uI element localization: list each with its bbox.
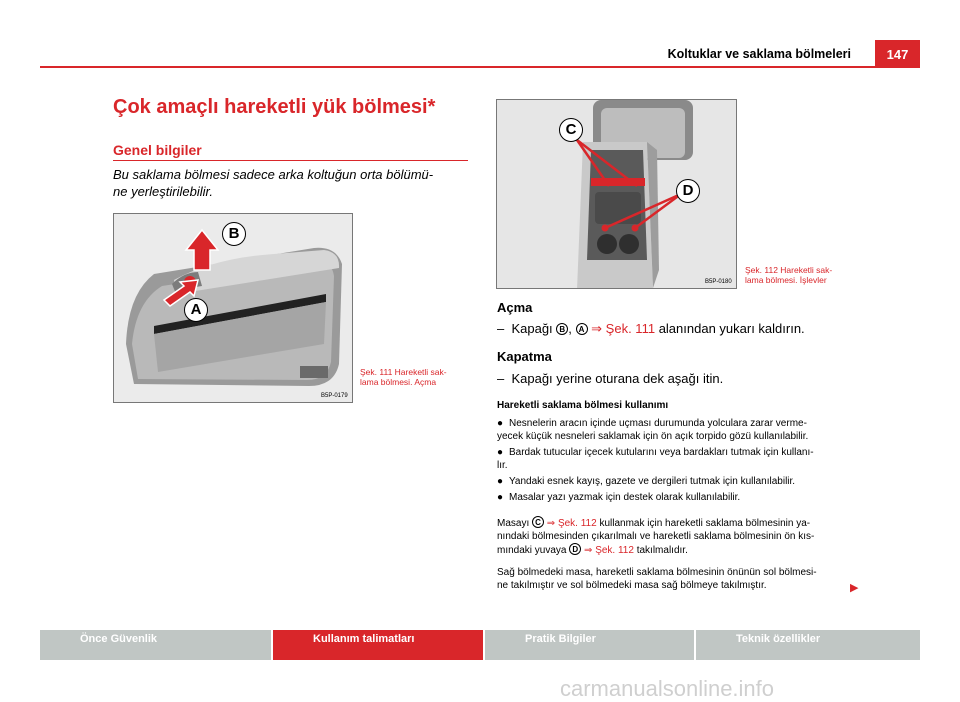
bullet-text: Masalar yazı yazmak için destek olarak kullanılabilir. bbox=[509, 492, 741, 503]
bullet-2 bbox=[497, 446, 849, 472]
kapatma-heading: Kapatma bbox=[497, 349, 552, 364]
tab-kullanim-talimatlari[interactable]: Kullanım talimatları bbox=[273, 630, 483, 660]
para-text: kullanmak için hareketli saklama bölmesinin ya- bbox=[599, 518, 811, 529]
footer-nav bbox=[40, 630, 920, 660]
intro-line-2: ne yerleştirilebilir. bbox=[113, 184, 213, 199]
bullet-text: yecek küçük nesneleri saklamak için ön açık torpido gözü kullanılabilir. bbox=[497, 431, 809, 442]
step-text: Kapağı yerine oturana dek aşağı itin. bbox=[511, 371, 724, 386]
sub-heading: Genel bilgiler bbox=[113, 142, 202, 158]
figure-112 bbox=[496, 99, 737, 289]
main-heading: Çok amaçlı hareketli yük bölmesi* bbox=[113, 96, 436, 118]
step-text: Kapağı bbox=[511, 321, 553, 336]
page-number: 147 bbox=[875, 40, 920, 67]
continue-arrow-icon: ▶ bbox=[850, 582, 859, 594]
para-text: mındaki yuvaya bbox=[497, 545, 567, 556]
callout-d: D bbox=[676, 179, 700, 203]
para-text: Sağ bölmedeki masa, hareketli saklama bölmesinin önünün sol bölmesi- bbox=[497, 567, 817, 578]
acma-heading: Açma bbox=[497, 300, 533, 315]
xref-fig-112[interactable]: ⇒ Şek. 112 bbox=[546, 518, 597, 529]
watermark: carmanualsonline.info bbox=[560, 676, 775, 701]
figure-111 bbox=[113, 213, 353, 403]
ref-b-icon: B bbox=[556, 323, 568, 335]
dash: – bbox=[497, 371, 505, 386]
bullet-text: Bardak tutucular içecek kutularını veya bardakları tutmak için kullanı- bbox=[509, 447, 814, 458]
sub-heading-rule bbox=[113, 160, 468, 161]
figure-112-caption bbox=[745, 265, 857, 285]
running-title: Koltuklar ve saklama bölmeleri bbox=[667, 47, 851, 61]
figure-111-caption bbox=[360, 367, 470, 387]
bullet-text: Yandaki esnek kayış, gazete ve dergileri tutmak için kullanılabilir. bbox=[509, 476, 796, 487]
bullet-text: lır. bbox=[497, 460, 508, 471]
armrest-open-illustration bbox=[497, 100, 737, 289]
bullet-3 bbox=[497, 475, 849, 488]
bullet-text: Nesnelerin aracın içinde uçması durumunda yolculara zarar verme- bbox=[509, 418, 807, 429]
para-text: takılmalıdır. bbox=[636, 545, 688, 556]
comma: , bbox=[568, 321, 572, 336]
usage-heading: Hareketli saklama bölmesi kullanımı bbox=[497, 400, 669, 411]
ref-c-icon: C bbox=[532, 516, 544, 528]
bullet-icon: ● bbox=[497, 447, 504, 458]
tab-teknik-ozellikler[interactable]: Teknik özellikler bbox=[696, 630, 920, 660]
tab-pratik-bilgiler[interactable]: Pratik Bilgiler bbox=[485, 630, 694, 660]
intro-text bbox=[113, 166, 473, 200]
bullet-icon: ● bbox=[497, 492, 504, 503]
caption-line-2: lama bölmesi. İşlevler bbox=[745, 275, 827, 285]
step-text-end: alanından yukarı kaldırın. bbox=[658, 321, 805, 336]
para-text: ne takılmıştır ve sol bölmedeki masa sağ bölmeye takılmıştır. bbox=[497, 580, 767, 591]
callout-b: B bbox=[222, 222, 246, 246]
tab-once-guvenlik[interactable]: Önce Güvenlik bbox=[40, 630, 271, 660]
callout-c: C bbox=[559, 118, 583, 142]
header-rule bbox=[40, 66, 920, 68]
xref-fig-112[interactable]: ⇒ Şek. 112 bbox=[584, 545, 634, 556]
bullet-icon: ● bbox=[497, 418, 504, 429]
intro-line-1: Bu saklama bölmesi sadece arka koltuğun orta bölümü- bbox=[113, 167, 434, 182]
callout-a: A bbox=[184, 298, 208, 322]
para-text: Masayı bbox=[497, 518, 530, 529]
ref-d-icon: D bbox=[569, 543, 581, 555]
figure-code: B5P-0180 bbox=[705, 279, 732, 285]
ref-a-icon: A bbox=[576, 323, 588, 335]
bullet-icon: ● bbox=[497, 476, 504, 487]
dash: – bbox=[497, 321, 505, 336]
caption-line-1: Şek. 111 Hareketli sak- bbox=[360, 367, 447, 377]
paragraph-table-usage bbox=[497, 516, 849, 557]
kapatma-step bbox=[497, 371, 723, 387]
acma-step bbox=[497, 321, 805, 337]
para-text: nındaki bölmesinden çıkarılmalı ve hareketli saklama bölmesinin ön kıs- bbox=[497, 531, 815, 542]
caption-line-1: Şek. 112 Hareketli sak- bbox=[745, 265, 833, 275]
figure-code: B5P-0179 bbox=[321, 393, 348, 399]
caption-line-2: lama bölmesi. Açma bbox=[360, 377, 437, 387]
bullet-1 bbox=[497, 417, 849, 443]
bullet-4 bbox=[497, 491, 849, 504]
paragraph-table-placement bbox=[497, 566, 849, 592]
xref-fig-111[interactable]: ⇒ Şek. 111 bbox=[591, 321, 656, 336]
